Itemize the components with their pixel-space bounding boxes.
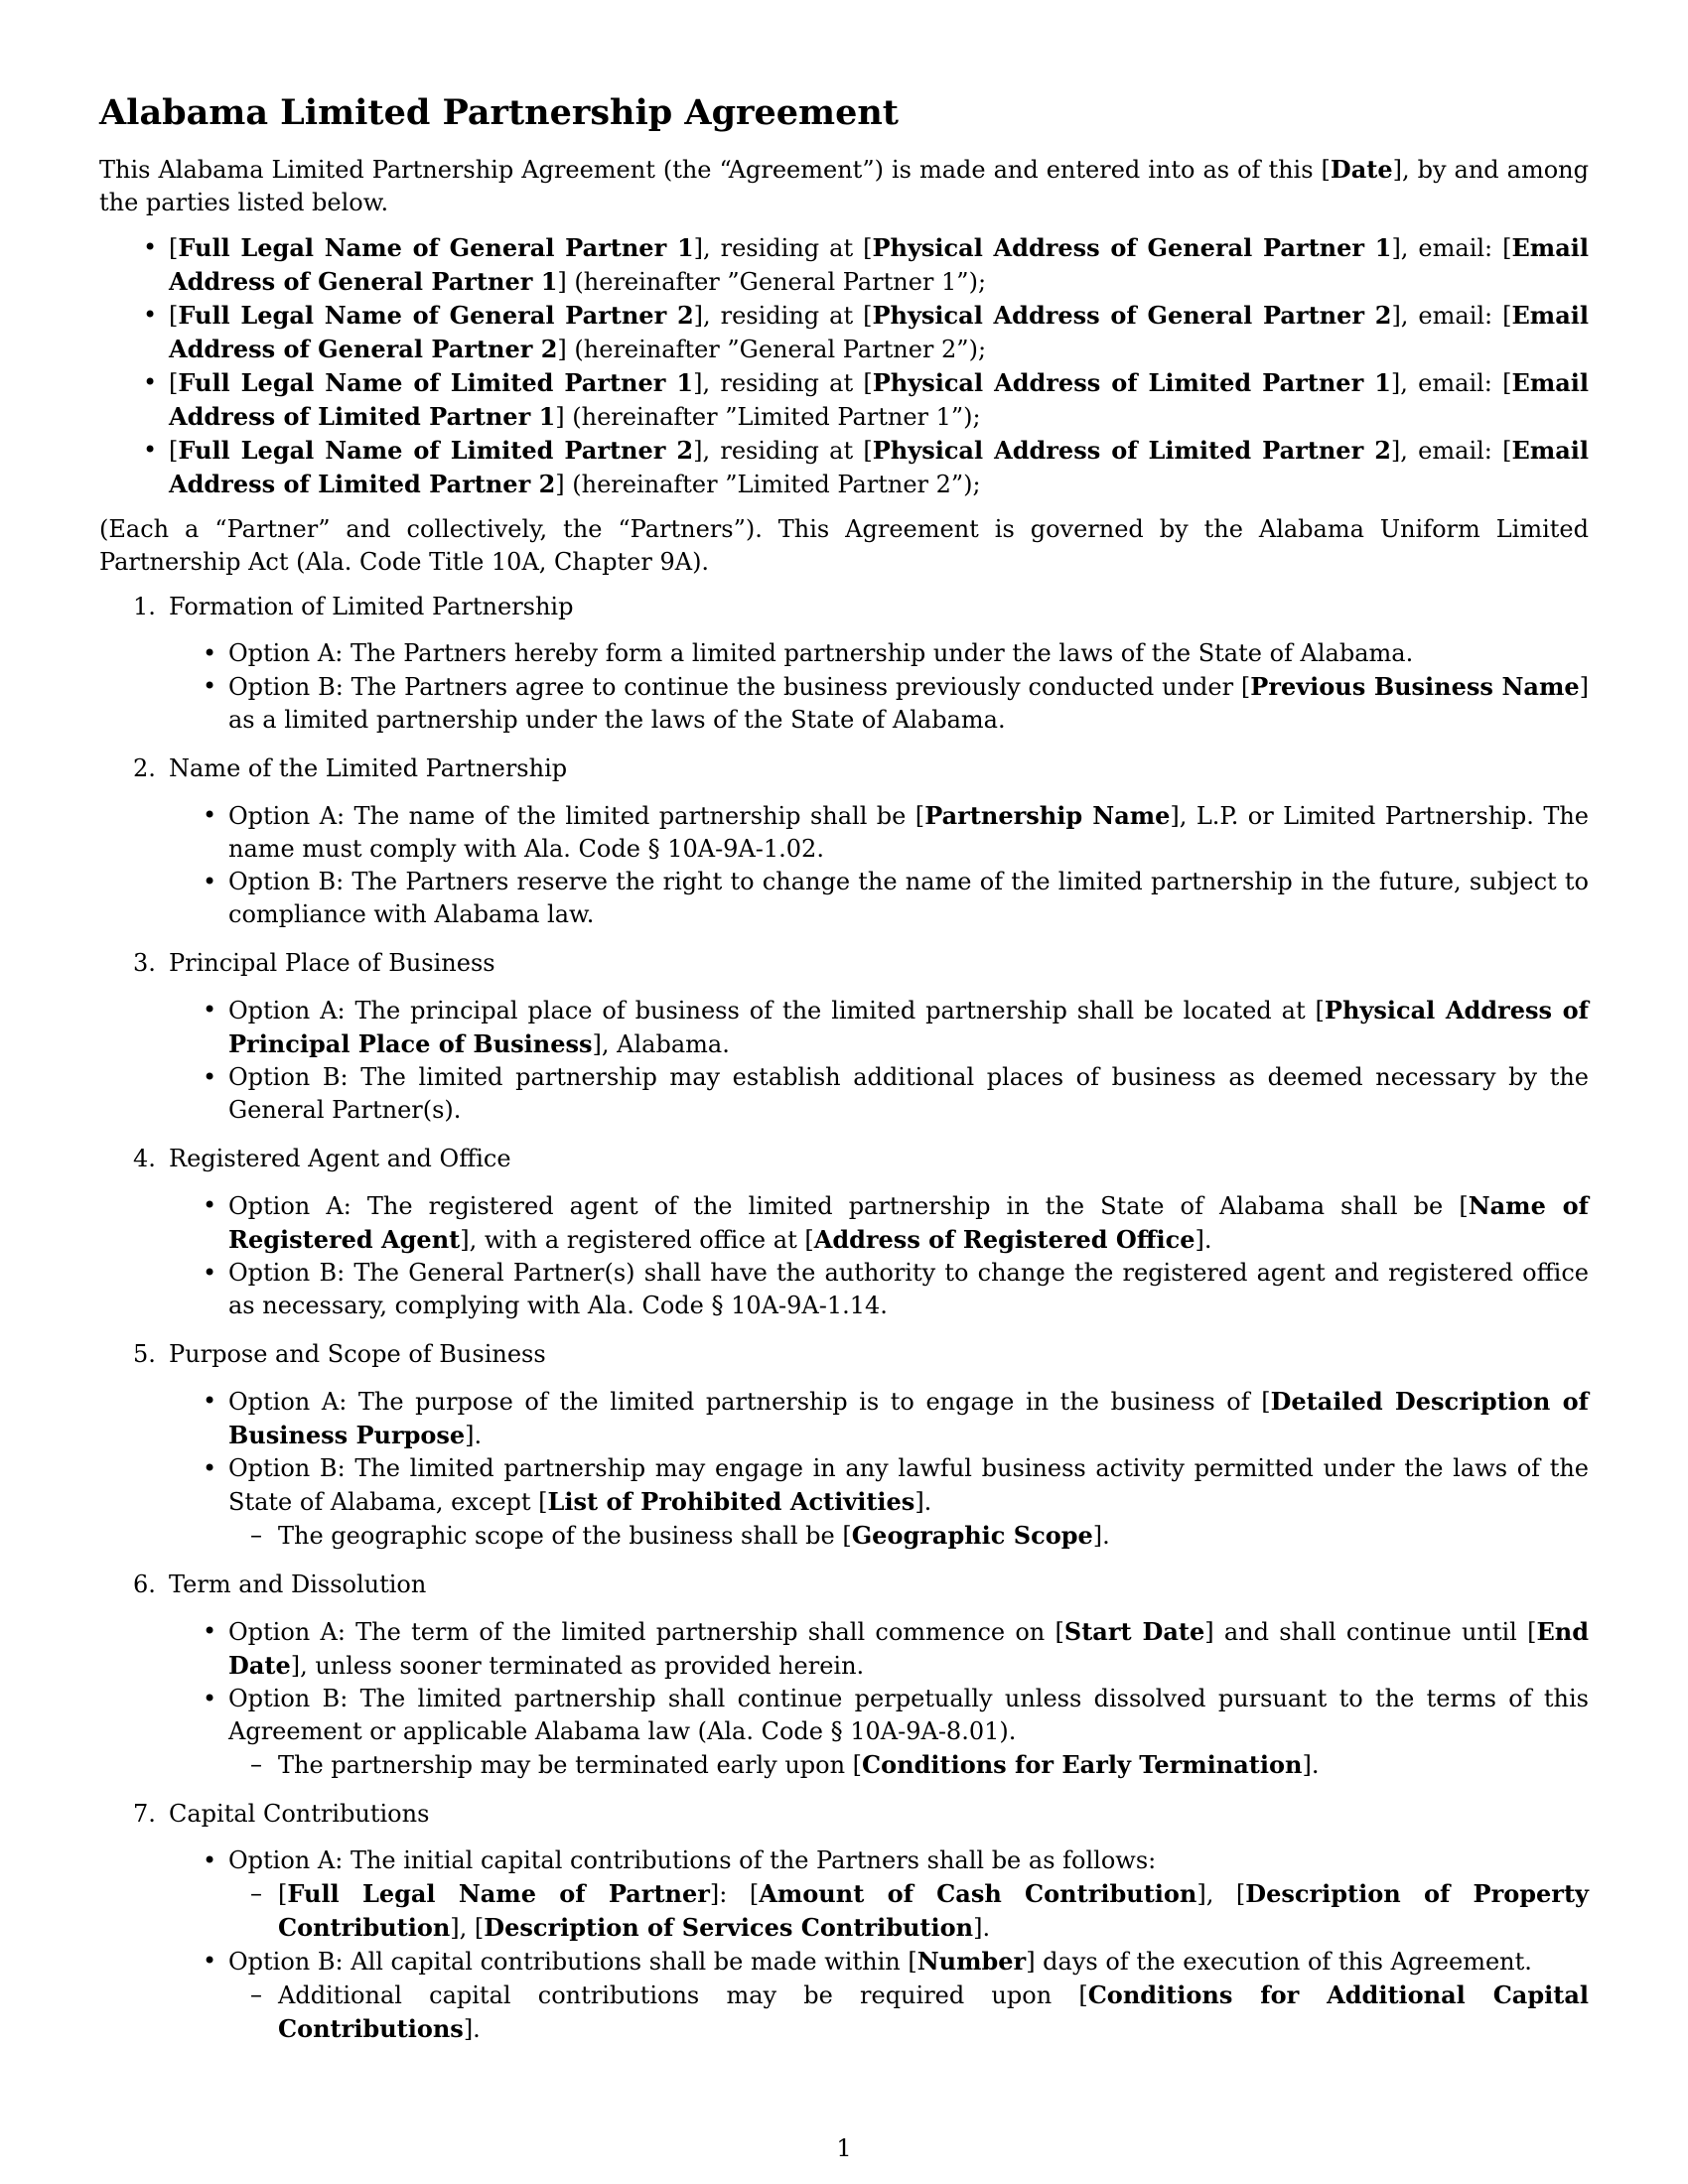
clause-text: ] as a limited partnership under the laws of the State of Alabama.: [228, 673, 1590, 734]
placeholder-field: End Date: [228, 1617, 1589, 1680]
party-name: Full Legal Name of Limited Partner 2: [178, 436, 694, 465]
option-list: [169, 1385, 1589, 1553]
section-item: [133, 1338, 1589, 1553]
clause-text: ]: [: [709, 1880, 760, 1908]
option-item: [228, 1683, 1589, 1782]
section-item: [133, 1143, 1590, 1322]
party-email: Email Address of Limited Partner 2: [169, 436, 1590, 498]
section-item: [133, 591, 1590, 737]
placeholder-field: Physical Address of Principal Place of Business: [228, 996, 1590, 1058]
text: ] (hereinafter ”General Partner 2”);: [557, 336, 987, 363]
option-item: [228, 1385, 1589, 1452]
document-page: [99, 87, 1589, 2062]
section-item: [133, 947, 1590, 1127]
placeholder-field: List of Prohibited Activities: [547, 1487, 915, 1516]
section-number: 3.: [133, 949, 156, 977]
party-address: Physical Address of General Partner 1: [872, 233, 1392, 262]
section-title: Term and Dissolution: [169, 1570, 427, 1598]
party-email: Email Address of Limited Partner 1: [169, 368, 1590, 431]
sub-clause-list: [228, 1979, 1589, 2046]
text: ], email: [: [1390, 369, 1512, 397]
clause-text: Option B: The Partners agree to continue the business previously conducted under [: [228, 673, 1251, 701]
sub-clause-list: [228, 1877, 1589, 1945]
clause-text: ].: [973, 1914, 991, 1942]
clause-text: Additional capital contributions may be required upon [: [278, 1981, 1088, 2009]
placeholder-field: Full Legal Name of Partner: [287, 1879, 710, 1908]
text: ], email: [: [1390, 437, 1512, 465]
clause-text: [: [278, 1880, 288, 1908]
party-name: Full Legal Name of Limited Partner 1: [178, 368, 694, 397]
placeholder-field: Conditions for Additional Capital Contributions: [278, 1980, 1589, 2043]
placeholder-field: Description of Services Contribution: [484, 1913, 974, 1942]
bracket: [: [169, 369, 179, 397]
clause-text: Option A: The registered agent of the limited partnership in the State of Alabama shall be [: [228, 1192, 1469, 1220]
clause-text: The geographic scope of the business shall be [: [278, 1522, 852, 1550]
party-address: Physical Address of Limited Partner 2: [872, 436, 1391, 465]
sub-clause-list: [228, 1748, 1589, 1782]
sub-clause-item: [278, 1748, 1589, 1782]
clause-text: ], L.P. or Limited Partnership. The name must comply with Ala. Code § 10A-9A-1.02.: [228, 802, 1589, 863]
clause-text: ], [: [450, 1914, 485, 1942]
section-item: [133, 1569, 1589, 1782]
section-title: Name of the Limited Partnership: [169, 754, 568, 782]
text: ], residing at [: [693, 302, 873, 330]
party-email: Email Address of General Partner 2: [169, 301, 1589, 363]
clause-text: ].: [1302, 1751, 1320, 1779]
clause-text: ], with a registered office at [: [460, 1226, 814, 1254]
option-list: [169, 1615, 1589, 1782]
party-address: Physical Address of Limited Partner 1: [872, 368, 1391, 397]
text: ] (hereinafter ”Limited Partner 2”);: [555, 471, 981, 498]
option-item: [228, 1615, 1589, 1683]
option-item: [228, 1257, 1589, 1322]
option-item: [228, 1189, 1589, 1257]
placeholder-field: Conditions for Early Termination: [862, 1750, 1303, 1779]
placeholder-field: Description of Property Contribution: [278, 1879, 1589, 1942]
option-item: [228, 866, 1589, 931]
option-list: [169, 799, 1589, 931]
party-name: Full Legal Name of General Partner 1: [178, 233, 694, 262]
section-title: Registered Agent and Office: [169, 1145, 511, 1172]
clause-text: Option A: The purpose of the limited partnership is to engage in the business of [: [228, 1388, 1271, 1416]
placeholder-field: Previous Business Name: [1250, 672, 1580, 701]
option-item: [228, 1452, 1589, 1553]
clause-text: Option B: The limited partnership may engage in any lawful business activity permitted under the laws of the State of Alabama, except [: [228, 1454, 1589, 1516]
section-number: 2.: [133, 754, 156, 782]
bracket: [: [169, 437, 179, 465]
text: ] (hereinafter ”Limited Partner 1”);: [555, 403, 981, 431]
clause-text: ].: [463, 2015, 481, 2043]
clause-text: Option B: The General Partner(s) shall have the authority to change the registered agent and registered office as necessary, complying with Ala. Code § 10A-9A-1.14.: [228, 1259, 1589, 1319]
text: ], email: [: [1391, 302, 1512, 330]
clause-text: ].: [465, 1422, 483, 1449]
clause-text: Option A: The initial capital contributions of the Partners shall be as follows:: [228, 1846, 1157, 1874]
option-list: [169, 994, 1589, 1127]
placeholder-field: Geographic Scope: [851, 1521, 1093, 1550]
bracket: [: [169, 302, 179, 330]
option-item: [228, 1844, 1589, 1945]
clause-text: ], unless sooner terminated as provided herein.: [290, 1652, 865, 1680]
party-address: Physical Address of General Partner 2: [872, 301, 1392, 330]
text: ], residing at [: [693, 234, 873, 262]
option-list: [169, 1844, 1589, 2046]
document-title: Alabama Limited Partnership Agreement: [99, 92, 899, 133]
party-item: [169, 231, 1589, 299]
text: ], email: [: [1391, 234, 1512, 262]
sub-clause-list: [228, 1519, 1589, 1553]
option-list: [169, 1189, 1589, 1322]
clause-text: Option B: All capital contributions shall be made within [: [228, 1948, 917, 1976]
option-item: [228, 670, 1589, 737]
option-item: [228, 1061, 1589, 1127]
placeholder-field: Address of Registered Office: [813, 1225, 1196, 1254]
intro-paragraph: This Alabama Limited Partnership Agreement (the “Agreement”) is made and entered into as of this [Date], by and among the parties listed below.: [99, 155, 1590, 216]
sub-clause-item: [278, 1519, 1589, 1553]
section-title: Capital Contributions: [169, 1800, 430, 1828]
sub-clause-item: [278, 1877, 1589, 1945]
page-number: 1: [836, 2134, 852, 2162]
clause-text: The partnership may be terminated early upon [: [278, 1751, 863, 1779]
option-item: [228, 637, 1589, 670]
section-number: 1.: [133, 593, 156, 620]
option-item: [228, 799, 1589, 866]
clause-text: ].: [914, 1488, 932, 1516]
option-list: [169, 637, 1589, 737]
section-item: [133, 1798, 1589, 2046]
party-item: [169, 434, 1589, 501]
section-title: Principal Place of Business: [169, 949, 495, 977]
option-item: [228, 994, 1589, 1061]
party-item: [169, 299, 1589, 366]
clause-text: ], Alabama.: [592, 1030, 730, 1058]
clause-text: Option B: The limited partnership shall continue perpetually unless dissolved pursuant to the terms of this Agreement or applicable Alabama law (Ala. Code § 10A-9A-8.01).: [228, 1685, 1589, 1745]
date-placeholder: Date: [1330, 155, 1393, 184]
bracket: [: [169, 234, 179, 262]
text: ], residing at [: [693, 437, 873, 465]
section-number: 6.: [133, 1570, 156, 1598]
placeholder-field: Partnership Name: [924, 801, 1171, 830]
text: ], residing at [: [693, 369, 873, 397]
clause-text: Option A: The Partners hereby form a limited partnership under the laws of the State of Alabama.: [228, 639, 1414, 667]
placeholder-field: Amount of Cash Contribution: [759, 1879, 1197, 1908]
placeholder-field: Number: [916, 1947, 1027, 1976]
section-title: Purpose and Scope of Business: [169, 1340, 546, 1368]
party-name: Full Legal Name of General Partner 2: [178, 301, 694, 330]
placeholder-field: Start Date: [1063, 1617, 1205, 1646]
clause-text: Option A: The name of the limited partnership shall be [: [228, 802, 925, 830]
party-item: [169, 366, 1589, 434]
party-list: [99, 231, 1589, 501]
clause-text: Option A: The principal place of business of the limited partnership shall be located at [: [228, 997, 1325, 1024]
clause-text: ] days of the execution of this Agreement.: [1026, 1948, 1532, 1976]
section-number: 7.: [133, 1800, 156, 1828]
section-item: [133, 752, 1589, 931]
placeholder-field: Name of Registered Agent: [228, 1191, 1590, 1254]
party-email: Email Address of General Partner 1: [169, 233, 1589, 296]
clause-text: Option B: The limited partnership may establish additional places of business as deemed necessary by the General Partner(s).: [228, 1063, 1589, 1124]
section-number: 4.: [133, 1145, 156, 1172]
clause-text: ], [: [1196, 1880, 1246, 1908]
clause-text: ].: [1195, 1226, 1212, 1254]
option-item: [228, 1945, 1589, 2046]
clause-text: Option A: The term of the limited partnership shall commence on [: [228, 1618, 1064, 1646]
placeholder-field: Detailed Description of Business Purpose: [228, 1387, 1589, 1449]
clause-text: ] and shall continue until [: [1204, 1618, 1537, 1646]
clause-text: ].: [1092, 1522, 1110, 1550]
clause-text: Option B: The Partners reserve the right to change the name of the limited partnership in the future, subject to compliance with Alabama law.: [228, 868, 1589, 928]
section-title: Formation of Limited Partnership: [169, 593, 574, 620]
sub-clause-item: [278, 1979, 1589, 2046]
section-number: 5.: [133, 1340, 156, 1368]
text: ] (hereinafter ”General Partner 1”);: [557, 268, 987, 296]
section-list: [99, 591, 1589, 2046]
governing-law-paragraph: (Each a “Partner” and collectively, the “Partners”). This Agreement is governed by the Alabama Uniform Limited Partnership Act (Ala. Code Title 10A, Chapter 9A).: [99, 515, 1589, 576]
